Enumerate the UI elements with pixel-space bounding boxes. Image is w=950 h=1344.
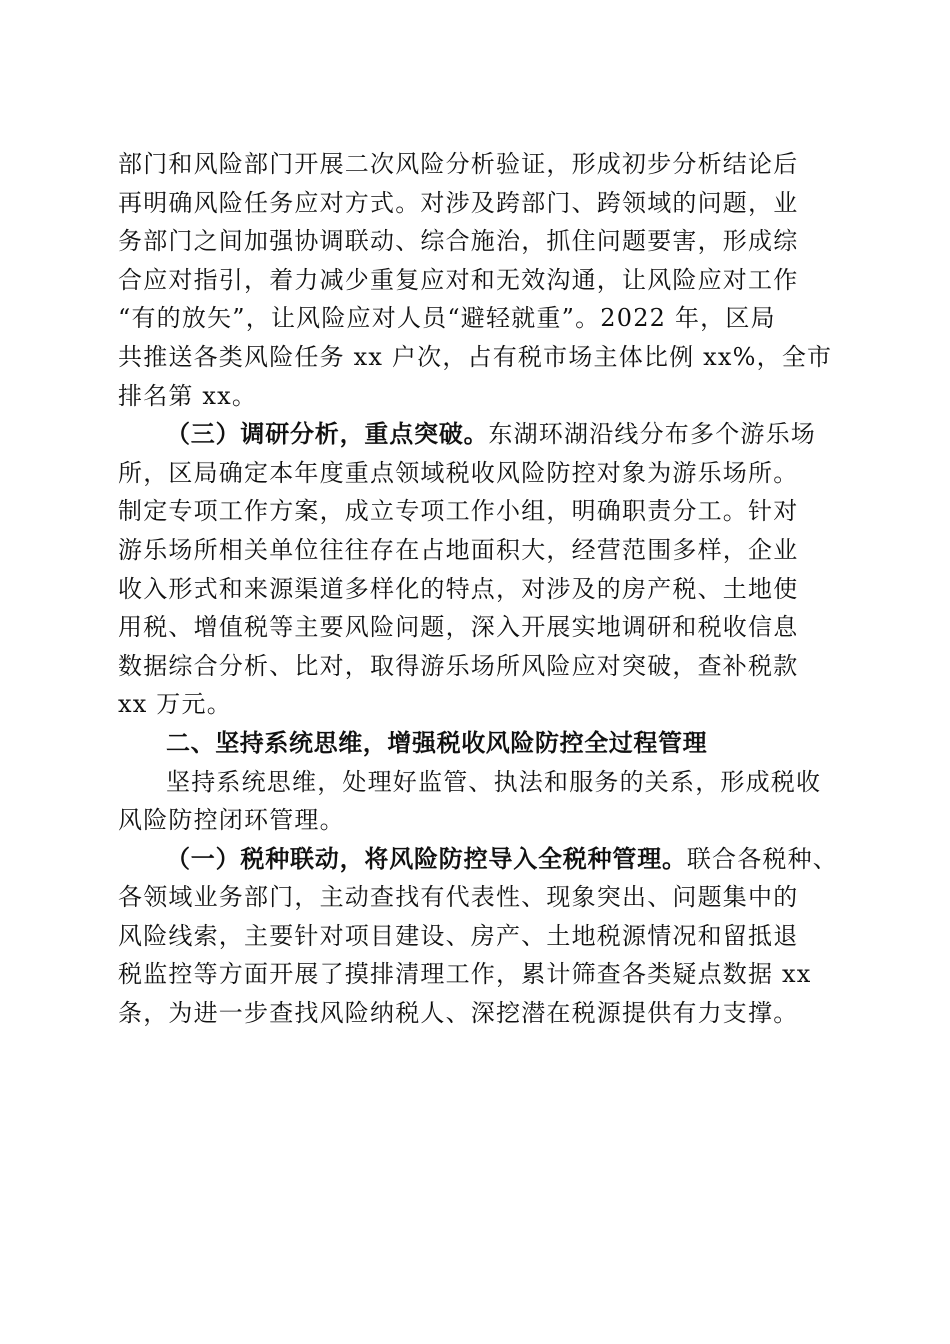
text-line: 条，为进一步查找风险纳税人、深挖潜在税源提供有力支撑。 (118, 999, 799, 1028)
text-line: 共推送各类风险任务 xx 户次，占有税市场主体比例 xx%，全市 (118, 342, 833, 371)
text-line: 制定专项工作方案，成立专项工作小组，明确职责分工。针对 (118, 497, 799, 526)
text-line: 再明确风险任务应对方式。对涉及跨部门、跨领域的问题，业 (118, 188, 799, 217)
text-line: 务部门之间加强协调联动、综合施治，抓住问题要害，形成综 (118, 227, 799, 256)
paragraph-section-3 (118, 415, 828, 724)
text-line: 游乐场所相关单位往往存在占地面积大，经营范围多样，企业 (118, 535, 799, 564)
text-line: “有的放矢”，让风险应对人员“避轻就重”。2022 年，区局 (118, 304, 776, 333)
text-line: 用税、增值税等主要风险问题，深入开展实地调研和税收信息 (118, 613, 799, 642)
paragraph-intro (118, 763, 828, 840)
section-1-lead: （一）税种联动，将风险防控导入全税种管理。 (166, 844, 687, 873)
text-line: 税监控等方面开展了摸排清理工作，累计筛查各类疑点数据 xx (118, 960, 812, 989)
text-line: 合应对指引，着力减少重复应对和无效沟通，让风险应对工作 (118, 265, 799, 294)
text-line-first (118, 840, 839, 879)
text-line: xx 万元。 (118, 690, 232, 719)
text-line: 部门和风险部门开展二次风险分析验证，形成初步分析结论后 (118, 150, 799, 178)
text-line: 数据综合分析、比对，取得游乐场所风险应对突破，查补税款 (118, 651, 799, 680)
section-3-lead: （三）调研分析，重点突破。 (166, 420, 489, 449)
section-1-first-rest: 联合各税种、 (686, 844, 839, 873)
text-line: 坚持系统思维，处理好监管、执法和服务的关系，形成税收 (166, 767, 822, 796)
section-3-first-rest: 东湖环湖沿线分布多个游乐场 (488, 420, 817, 449)
section-heading-2: 二、坚持系统思维，增强税收风险防控全过程管理 (166, 728, 708, 757)
document-page (118, 145, 839, 1033)
text-line: 各领域业务部门，主动查找有代表性、现象突出、问题集中的 (118, 883, 799, 912)
text-line: 排名第 xx。 (118, 381, 258, 410)
text-line: 风险防控闭环管理。 (118, 806, 345, 835)
paragraph-section-1 (118, 840, 839, 1033)
text-line: 风险线索，主要针对项目建设、房产、土地税源情况和留抵退 (118, 921, 799, 950)
text-line: 所，区局确定本年度重点领域税收风险防控对象为游乐场所。 (118, 458, 799, 487)
paragraph-risk-analysis (118, 145, 833, 415)
text-line-first (118, 415, 828, 454)
text-line: 收入形式和来源渠道多样化的特点，对涉及的房产税、土地使 (118, 574, 799, 603)
